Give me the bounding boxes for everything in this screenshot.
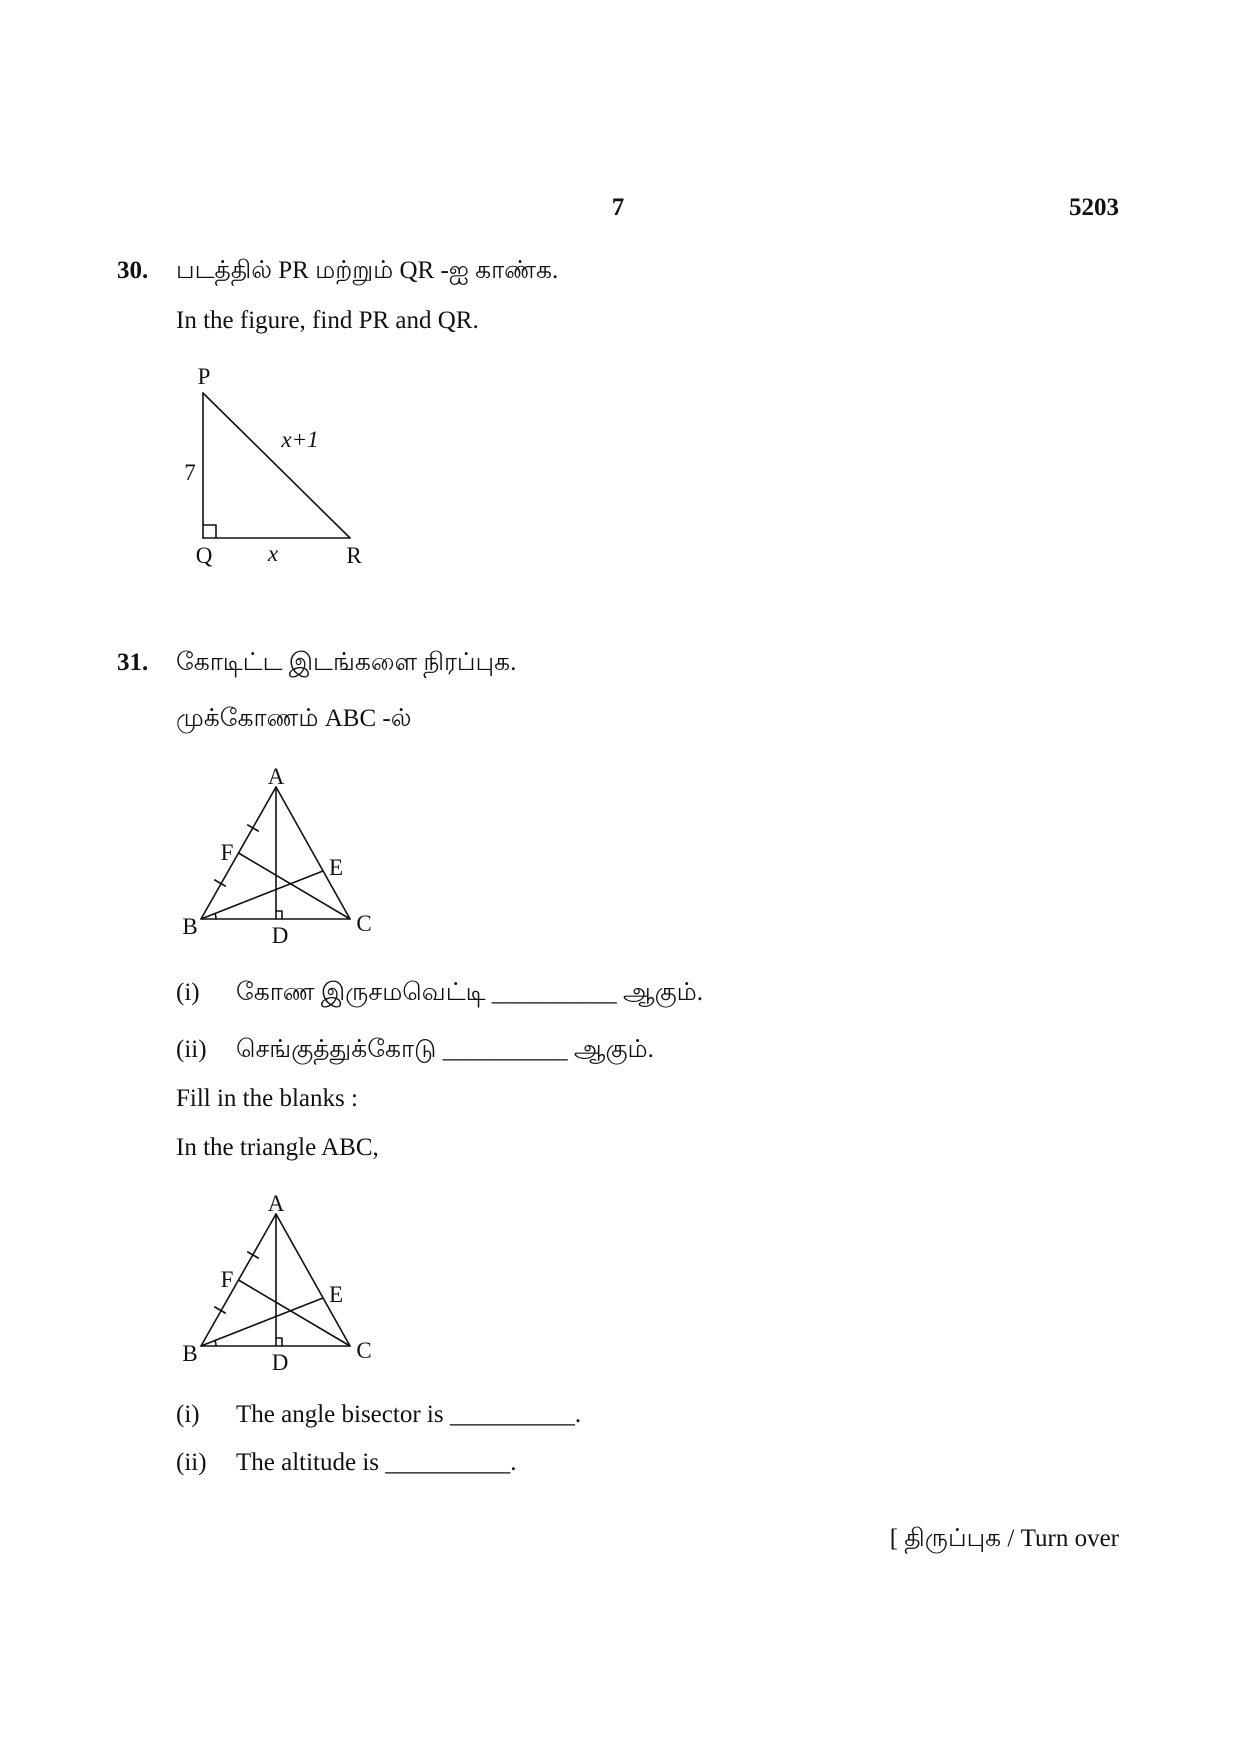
page-number: 7 [611, 194, 625, 221]
instruction-english: Fill in the blanks : [176, 1085, 358, 1112]
side-pr [203, 393, 350, 538]
context-english: In the triangle ABC, [176, 1134, 379, 1161]
part-text-english: The altitude is __________. [236, 1449, 517, 1476]
vertex-b-label: B [182, 1341, 198, 1366]
vertex-c-label: C [356, 911, 372, 936]
side-pr-label: x+1 [281, 427, 319, 452]
part-label: (ii) [176, 1449, 207, 1476]
vertex-r-label: R [346, 543, 362, 568]
right-angle-mark-d [276, 1338, 282, 1346]
triangle-abc-figure-english [160, 1182, 390, 1382]
part-text-tamil: செங்குத்துக்கோடு __________ ஆகும். [236, 1036, 654, 1063]
part-label: (i) [176, 979, 200, 1006]
angle-bisector-be [201, 1298, 323, 1346]
part-text-english: The angle bisector is __________. [236, 1401, 582, 1428]
right-angle-mark [203, 525, 216, 538]
triangle-abc-figure-tamil [160, 755, 390, 955]
paper-code: 5203 [1069, 194, 1119, 221]
part-label: (i) [176, 1401, 200, 1428]
right-triangle-pqr-figure [150, 355, 390, 570]
point-d-label: D [271, 923, 289, 948]
point-d-label: D [271, 1350, 289, 1375]
vertex-c-label: C [356, 1338, 372, 1363]
right-angle-mark-d [276, 911, 282, 919]
question-number: 31. [117, 649, 149, 676]
point-f-label: F [220, 1267, 234, 1292]
context-tamil: முக்கோணம் ABC -ல் [176, 705, 412, 732]
vertex-q-label: Q [195, 543, 213, 568]
turn-over-note: [ திருப்புக / Turn over [889, 1525, 1119, 1552]
side-pq-label: 7 [184, 460, 196, 485]
instruction-tamil: கோடிட்ட இடங்களை நிரப்புக. [176, 649, 517, 676]
point-e-label: E [328, 1282, 344, 1307]
point-e-label: E [328, 855, 344, 880]
angle-bisector-be [201, 871, 323, 919]
part-text-tamil: கோண இருசமவெட்டி __________ ஆகும். [236, 979, 704, 1006]
vertex-a-label: A [267, 1191, 285, 1216]
part-label: (ii) [176, 1036, 207, 1063]
question-number: 30. [117, 257, 149, 284]
angle-mark-b [215, 1341, 216, 1347]
vertex-a-label: A [267, 764, 285, 789]
vertex-b-label: B [182, 914, 198, 939]
angle-mark-b [215, 914, 216, 920]
side-qr-label: x [267, 541, 279, 566]
vertex-p-label: P [197, 364, 211, 389]
instruction-english: In the figure, find PR and QR. [176, 307, 479, 334]
instruction-tamil: படத்தில் PR மற்றும் QR -ஐ காண்க. [176, 257, 559, 284]
point-f-label: F [220, 840, 234, 865]
